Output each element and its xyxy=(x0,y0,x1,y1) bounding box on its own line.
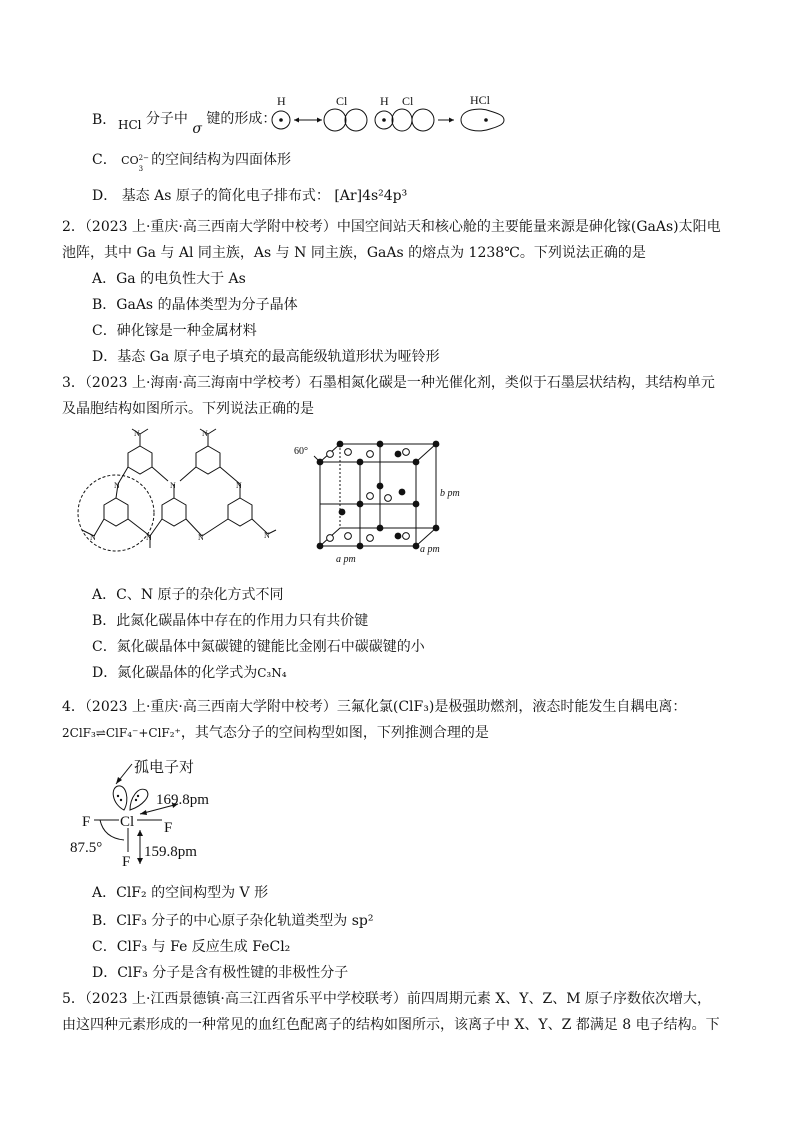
svg-text:N: N xyxy=(90,533,96,542)
len-159-label: 159.8pm xyxy=(144,844,197,860)
fig-cl1-label: Cl xyxy=(336,94,348,108)
unit-cell-figure xyxy=(290,432,490,578)
q2-stem-line2: 池阵，其中 Ga 与 Al 同主族，As 与 N 同主族，GaAs 的熔点为 1238℃。下列说法正确的是 xyxy=(62,245,646,261)
h-electron-2 xyxy=(382,118,386,122)
lone-pair-lobe-1 xyxy=(113,786,127,810)
lone-pair-label: 孤电子对 xyxy=(134,760,195,776)
angle-87-label: 87.5° xyxy=(70,840,103,856)
a-pm-label-right: a pm xyxy=(420,544,440,555)
hcl-bond-orbital xyxy=(461,109,504,131)
q4-stem-line2: 2ClF₃⇌ClF₄⁻+ClF₂⁺，其气态分子的空间构型如图，下列推测合理的是 xyxy=(62,725,489,741)
q3-stem-line1: 3．（2023 上·海南·高三海南中学校考）石墨相氮化碳是一种光催化剂，类似于石墨层状结构，其结构单元 xyxy=(62,375,715,391)
q4-option-b: B．ClF₃ 分子的中心原子杂化轨道类型为 sp² xyxy=(92,913,374,929)
fig-cl2-label: Cl xyxy=(402,94,414,108)
svg-text:N: N xyxy=(264,531,270,540)
ring-upper-right xyxy=(196,446,220,474)
q1-option-b-text xyxy=(118,111,277,137)
clf3-structure-figure xyxy=(60,752,270,880)
cl-p-orbital-left xyxy=(324,109,346,131)
q5-stem-line1: 5．（2023 上·江西景德镇·高三江西省乐平中学校联考）前四周期元素 X、Y、Z、M 原子序数依次增大， xyxy=(62,991,712,1007)
fig-hcl-label: HCl xyxy=(470,93,491,107)
q2-option-b: B．GaAs 的晶体类型为分子晶体 xyxy=(92,297,298,313)
q2-stem-line1: 2．（2023 上·重庆·高三西南大学附中校考）中国空间站天和核心舱的主要能量来源是砷化镓(GaAs)太阳电 xyxy=(62,219,721,235)
q1-option-b: B． xyxy=(92,112,117,128)
angle-60-label: 60° xyxy=(294,446,308,457)
f-left: F xyxy=(82,814,91,830)
svg-text:N: N xyxy=(134,429,140,438)
q3-option-b: B．此氮化碳晶体中存在的作用力只有共价键 xyxy=(92,613,369,629)
q1-optb-mid: 分子中 xyxy=(145,111,188,127)
carbonate-ion: CO 2− 3 xyxy=(121,154,149,173)
svg-text:N: N xyxy=(114,481,120,490)
sigma-symbol: σ xyxy=(192,121,202,137)
svg-text:N: N xyxy=(202,429,208,438)
q4-option-d: D．ClF₃ 分子是含有极性键的非极性分子 xyxy=(92,965,349,981)
q4-stem-line1: 4．（2023 上·重庆·高三西南大学附中校考）三氟化氯(ClF₃)是极强助燃剂，液态时能发生自耦电离： xyxy=(62,699,687,715)
carbon-nitride-structure-figure xyxy=(68,426,280,576)
q3-option-a: A．C、N 原子的杂化方式不同 xyxy=(92,587,284,603)
svg-text:N: N xyxy=(146,533,152,542)
q4-option-c: C．ClF₃ 与 Fe 反应生成 FeCl₂ xyxy=(92,939,291,955)
cl-center-label: Cl xyxy=(120,814,135,830)
a-pm-label-bottom: a pm xyxy=(336,554,356,565)
auto-ionization-equation: 2ClF₃⇌ClF₄⁻+ClF₂⁺ xyxy=(62,726,181,740)
svg-text:N: N xyxy=(236,481,242,490)
f-right: F xyxy=(164,820,173,836)
hcl-formula: HCl xyxy=(118,118,142,132)
cl-p-orbital-right xyxy=(345,109,367,131)
electron-config: [Ar]4s²4p³ xyxy=(334,188,408,204)
ring-lower-right xyxy=(228,498,252,526)
fig-h2-label: H xyxy=(380,94,389,108)
len-169-label: 169.8pm xyxy=(156,792,209,808)
svg-text:N: N xyxy=(170,481,176,490)
h-electron-1 xyxy=(279,118,283,122)
ring-upper-left xyxy=(128,446,152,474)
q3-option-d: D．氮化碳晶体的化学式为C₃N₄ xyxy=(92,665,287,681)
q5-stem-line2: 由这四种元素形成的一种常见的血红色配离子的结构如图所示，该离子中 X、Y、Z 都满足 8 电子结构。下 xyxy=(62,1017,720,1033)
q2-option-a: A．Ga 的电负性大于 As xyxy=(92,271,246,287)
atoms-open xyxy=(327,449,410,542)
ring-lower-left xyxy=(104,498,128,526)
q1-option-c: C． CO 2− 3 的空间结构为四面体形 xyxy=(92,152,292,173)
q2-option-c: C．砷化镓是一种金属材料 xyxy=(92,323,257,339)
lone-pair-lobe-2 xyxy=(130,789,148,810)
c3n4-formula: C₃N₄ xyxy=(257,666,287,680)
q4-option-a: A．ClF₂ 的空间构型为 V 形 xyxy=(92,885,269,901)
cl2-orbital-right xyxy=(412,109,434,131)
b-pm-label: b pm xyxy=(440,488,460,499)
q3-option-c: C．氮化碳晶体中氮碳键的键能比金刚石中碳碳键的小 xyxy=(92,639,425,655)
svg-text:N: N xyxy=(198,533,204,542)
fig-h1-label: H xyxy=(277,94,286,108)
heptazine-ring-group xyxy=(82,429,276,548)
hcl-sigma-bond-figure xyxy=(268,92,508,140)
q3-stem-line2: 及晶胞结构如图所示。下列说法正确的是 xyxy=(62,401,314,417)
q1-option-d: D． 基态 As 原子的简化电子排布式： [Ar]4s²4p³ xyxy=(92,188,408,204)
f-bottom: F xyxy=(122,854,131,870)
q2-option-d: D．基态 Ga 原子电子填充的最高能级轨道形状为哑铃形 xyxy=(92,349,440,365)
cl2-orbital-left xyxy=(392,109,412,131)
q1-optb-tail: 键的形成： xyxy=(206,111,277,127)
ring-lower-middle xyxy=(162,498,186,526)
